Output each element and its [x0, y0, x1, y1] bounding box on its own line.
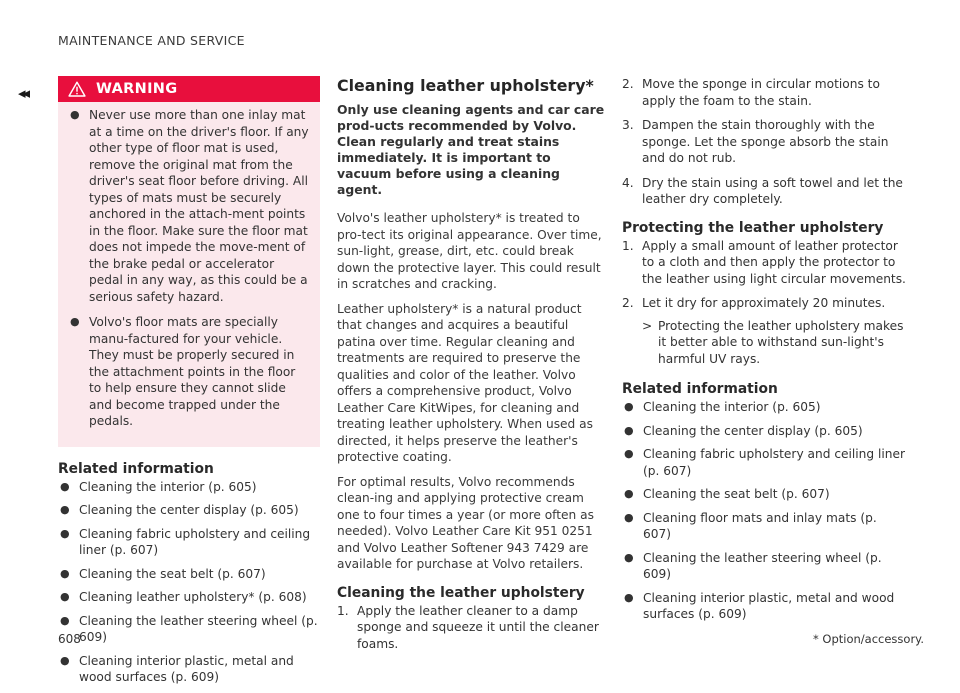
related-link[interactable] [622, 399, 906, 416]
bullet: ● [624, 447, 634, 460]
footnote: * Option/accessory. [813, 632, 924, 646]
protecting-step [622, 238, 906, 288]
step-text: Dry the stain using a soft towel and let the leather dry completely. [642, 175, 903, 206]
page-number: 608 [58, 632, 81, 646]
related-link-text[interactable]: Cleaning floor mats and inlay mats (p. 607) [643, 510, 877, 541]
related-info-heading: Related information [58, 460, 214, 477]
warning-item-text: Never use more than one inlay mat at a time on the driver's floor. If any other type of floor mat is used, remove the original mat from the driver's seat floor before driving. All types of mats must be securely anchored in the attach-ment points in the floor. Make sure the floor mat does not impede the move-ment of the brake pedal or accelerator pedal in any way, as this could be a serious safety hazard. [89, 108, 309, 304]
warning-item-text: Volvo's floor mats are specially manu-factured for your vehicle. They must be properly secured in the attachment points in the floor to help ensure they cannot slide and become trapped under the pedals. [89, 315, 296, 428]
step-number: 1. [337, 603, 349, 618]
bullet: ● [70, 108, 80, 121]
warning-box [58, 76, 320, 447]
related-info-list [622, 399, 906, 623]
related-link[interactable] [58, 502, 320, 519]
step-number: 2. [622, 296, 634, 310]
middle-column [337, 76, 605, 660]
related-link-text[interactable]: Cleaning the seat belt (p. 607) [79, 566, 266, 581]
step-number: 1. [622, 238, 634, 253]
page-header: MAINTENANCE AND SERVICE [58, 33, 245, 48]
bullet: ● [60, 566, 70, 580]
right-column [622, 76, 906, 630]
related-link-text[interactable]: Cleaning interior plastic, metal and wood surfaces (p. 609) [79, 653, 294, 684]
bullet: ● [60, 653, 70, 667]
related-link-text[interactable]: Cleaning fabric upholstery and ceiling liner (p. 607) [643, 447, 906, 478]
related-link-text[interactable]: Cleaning the leather steering wheel (p. 609) [643, 550, 882, 581]
related-link-text[interactable]: Cleaning the interior (p. 605) [643, 400, 821, 414]
bullet: ● [624, 400, 634, 413]
related-link[interactable] [58, 526, 320, 559]
step-text: Move the sponge in circular motions to apply the foam to the stain. [642, 77, 880, 108]
result-text: Protecting the leather upholstery makes it better able to withstand sun-light's harmful UV rays. [658, 318, 904, 366]
related-info-heading: Related information [622, 381, 778, 397]
related-link-text[interactable]: Cleaning the center display (p. 605) [643, 423, 863, 438]
warning-item [68, 107, 310, 305]
step-text: Let it dry for approximately 20 minutes. [642, 296, 886, 310]
cleaning-step [622, 117, 906, 167]
step-number: 2. [622, 77, 634, 91]
related-link[interactable] [622, 446, 906, 479]
related-link-text[interactable]: Cleaning the interior (p. 605) [79, 479, 257, 494]
bullet: ● [60, 526, 70, 540]
related-link-text[interactable]: Cleaning interior plastic, metal and wood surfaces (p. 609) [643, 590, 895, 621]
body-paragraph: Volvo's leather upholstery* is treated to pro-tect its original appearance. Over time, sun-light, grease, dirt, etc. could break down the protective layer. This could result in scratches and cracking. [337, 211, 602, 291]
related-link[interactable] [622, 423, 906, 440]
related-link[interactable] [622, 550, 906, 583]
bullet: ● [60, 613, 70, 627]
protecting-step [622, 295, 906, 312]
article-lead: Only use cleaning agents and car care prod-ucts recommended by Volvo. Clean regularly and treat stains immediately. It is important to vacuum before using a cleaning agent. [337, 102, 605, 197]
related-link[interactable] [58, 613, 320, 646]
warning-title: WARNING [96, 81, 178, 97]
related-link-text[interactable]: Cleaning the leather steering wheel (p. 609) [79, 613, 318, 644]
body-paragraph: For optimal results, Volvo recommends clean-ing and applying protective cream one to four times a year (or more often as needed). Volvo Leather Care Kit 951 0251 and Volvo Leather Softener 943 7429 are available for purchase at Volvo retailers. [337, 474, 594, 571]
result-marker: > [642, 318, 653, 333]
step-text: Dampen the stain thoroughly with the sponge. Let the sponge absorb the stain and do not rub. [642, 118, 889, 165]
body-paragraph: Leather upholstery* is a natural product that changes and acquires a beautiful patina over time. Regular cleaning and treatments are required to preserve the qualities and color of the leather. Volvo offers a comprehensive product, Volvo Leather Care KitWipes, for cleaning and treating leather upholstery. When used as directed, it helps preserve the leather's protective coating. [337, 301, 593, 464]
bullet: ● [624, 487, 634, 500]
bullet: ● [624, 510, 634, 524]
related-link[interactable] [622, 510, 906, 543]
bullet: ● [60, 479, 70, 493]
related-link[interactable] [58, 653, 320, 686]
cleaning-heading: Cleaning the leather upholstery [337, 584, 585, 601]
step-result [642, 318, 906, 368]
related-link-text[interactable]: Cleaning leather upholstery* (p. 608) [79, 590, 307, 604]
step-number: 4. [622, 175, 634, 190]
bullet: ● [60, 590, 70, 603]
protecting-heading: Protecting the leather upholstery [622, 219, 884, 236]
bullet: ● [60, 503, 70, 516]
warning-triangle-icon [68, 80, 86, 98]
bullet: ● [70, 315, 80, 328]
step-text: Apply a small amount of leather protector to a cloth and then apply the protector to the leather using light circular movements. [642, 238, 906, 286]
continued-chevrons-icon: ◂◂ [18, 84, 28, 102]
cleaning-step [622, 175, 906, 208]
related-link-text[interactable]: Cleaning the seat belt (p. 607) [643, 487, 830, 501]
cleaning-step [337, 603, 605, 653]
related-link[interactable] [58, 589, 320, 606]
cleaning-step [622, 76, 906, 109]
related-link[interactable] [622, 486, 906, 503]
related-info-list [58, 479, 320, 686]
warning-body [58, 102, 320, 447]
bullet: ● [624, 423, 634, 437]
related-link[interactable] [58, 479, 320, 496]
related-link[interactable] [622, 590, 906, 623]
related-link-text[interactable]: Cleaning fabric upholstery and ceiling liner (p. 607) [79, 526, 311, 557]
bullet: ● [624, 590, 634, 604]
warning-header [58, 76, 320, 102]
left-column [58, 76, 320, 693]
warning-item [68, 314, 310, 430]
related-link[interactable] [58, 566, 320, 583]
article-title: Cleaning leather upholstery* [337, 76, 594, 95]
step-text: Apply the leather cleaner to a damp sponge and squeeze it until the cleaner foams. [357, 603, 599, 651]
related-link-text[interactable]: Cleaning the center display (p. 605) [79, 503, 299, 517]
bullet: ● [624, 550, 634, 564]
step-number: 3. [622, 118, 634, 132]
